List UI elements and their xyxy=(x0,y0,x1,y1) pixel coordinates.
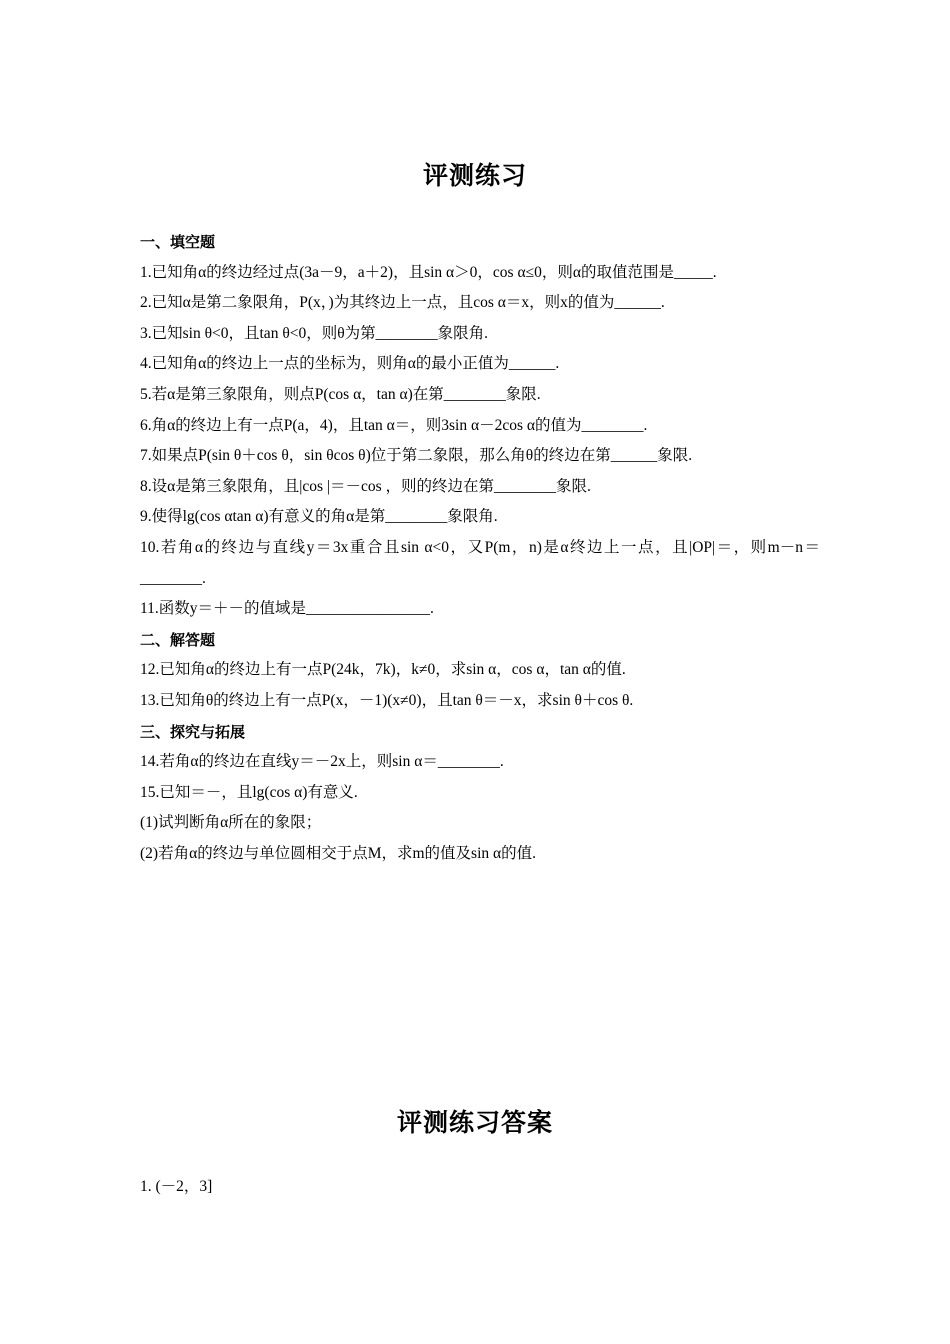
answers-title: 评测练习答案 xyxy=(396,1108,553,1137)
section-heading-explore: 三、探究与拓展 xyxy=(140,722,246,741)
exercise-content xyxy=(140,227,820,869)
question-7: 7.如果点P(sin θ＋cos θ，sin θcos θ)位于第二象限，那么角θ的终边在第______象限. xyxy=(140,447,693,465)
section-heading-solve: 二、解答题 xyxy=(140,630,216,649)
question-15: 15.已知＝－，且lg(cos α)有意义. xyxy=(140,783,358,801)
question-1: 1.已知角α的终边经过点(3a－9，a＋2)，且sin α＞0，cos α≤0，则α的取值范围是_____. xyxy=(140,263,717,281)
section-heading-fill: 一、填空题 xyxy=(140,233,216,251)
question-4: 4.已知角α的终边上一点的坐标为，则角α的最小正值为______. xyxy=(140,355,560,373)
question-5: 5.若α是第三象限角，则点P(cos α，tan α)在第________象限. xyxy=(140,385,541,403)
question-11: 11.函数y＝＋－的值域是________________. xyxy=(140,600,434,618)
question-12: 12.已知角α的终边上有一点P(24k，7k)，k≠0，求sin α，cos α，tan α的值. xyxy=(140,661,626,679)
question-8: 8.设α是第三象限角，且|cos |＝－cos ，则的终边在第________象限. xyxy=(140,477,591,495)
page-title: 评测练习 xyxy=(422,161,527,190)
question-15-part-1: (1)试判断角α所在的象限； xyxy=(140,814,322,832)
question-14: 14.若角α的终边在直线y＝－2x上，则sin α＝________. xyxy=(140,753,504,771)
question-13: 13.已知角θ的终边上有一点P(x，－1)(x≠0)，且tan θ＝－x，求sin θ＋cos θ. xyxy=(140,691,634,709)
question-3: 3.已知sin θ<0，且tan θ<0，则θ为第________象限角. xyxy=(140,324,489,342)
question-2: 2.已知α是第二象限角，P(x，)为其终边上一点，且cos α＝x，则x的值为______. xyxy=(140,294,665,312)
question-15-part-2: (2)若角α的终边与单位圆相交于点M，求m的值及sin α的值. xyxy=(140,844,536,862)
answers-content xyxy=(140,1172,820,1203)
question-9: 9.使得lg(cos αtan α)有意义的角α是第________象限角. xyxy=(140,508,498,526)
answer-1: 1. (－2，3] xyxy=(140,1178,213,1195)
question-6: 6.角α的终边上有一点P(a，4)，且tan α＝，则3sin α－2cos α的值为________. xyxy=(140,416,648,434)
question-10: 10.若角α的终边与直线y＝3x重合且sin α<0，又P(m，n)是α终边上一点，且|OP|＝，则m－n＝________. xyxy=(140,538,820,587)
